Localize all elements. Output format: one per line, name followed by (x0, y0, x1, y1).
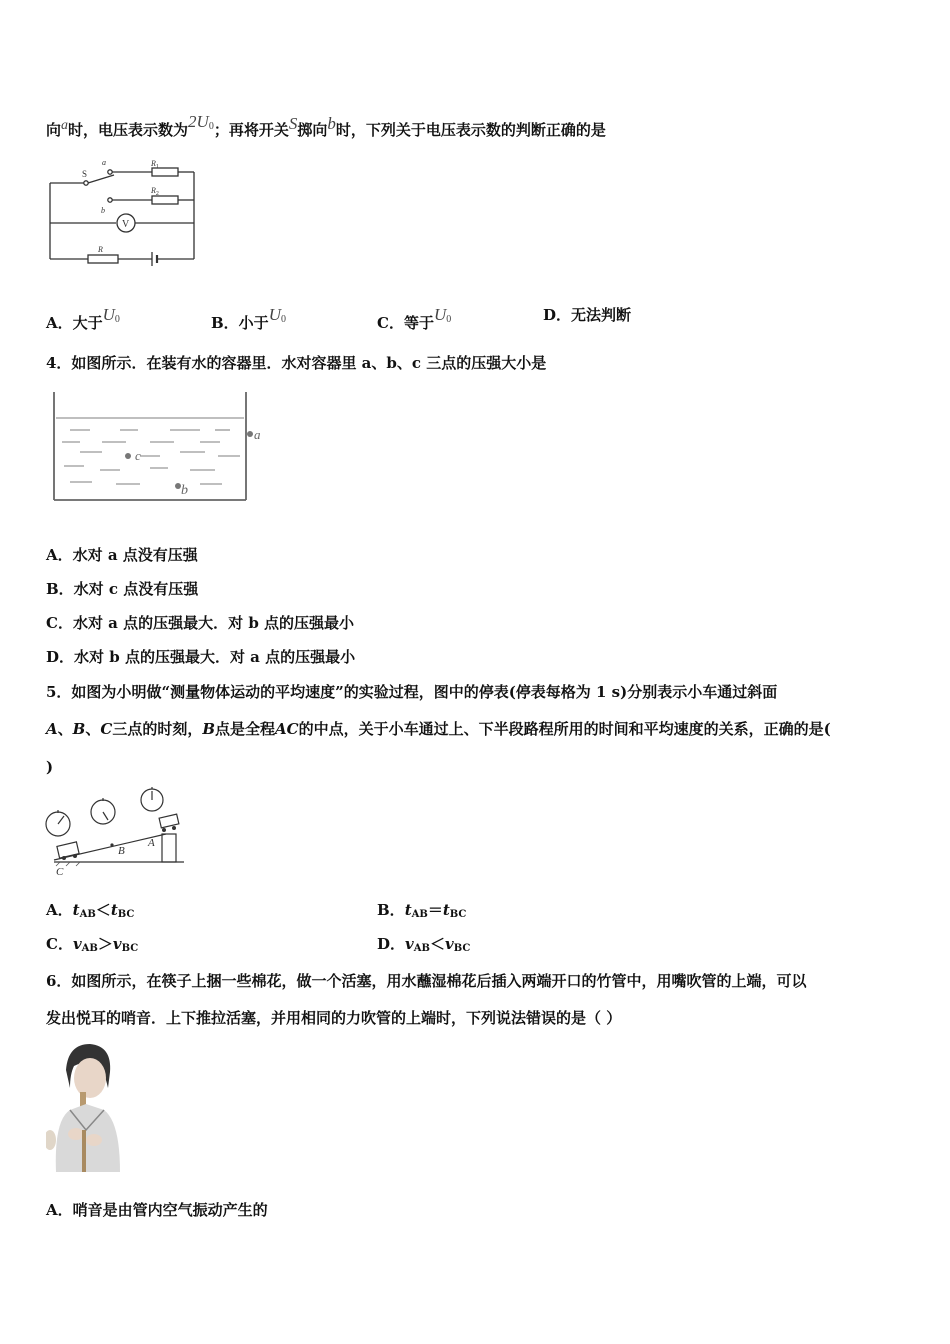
q4-option-c[interactable]: C．水对 a 点的压强最大．对 b 点的压强最小 (46, 614, 355, 632)
q5-option-a[interactable]: A．$t_{AB}<t_{BC}$ (46, 901, 135, 920)
terminal-a-label: a (102, 158, 106, 167)
q4-water-container-diagram (50, 390, 272, 506)
q3-text-2: 时，电压表示数为 (68, 121, 189, 139)
q6-girl-blowing-whistle-photo (46, 1040, 126, 1172)
q5-incline-stopwatch-diagram (42, 786, 192, 878)
q3-option-a[interactable]: A．大于$U_0$ (46, 305, 120, 332)
q3-text-4: 掷向 (297, 121, 328, 139)
resistor-r1-label: $R_1$ (151, 159, 159, 170)
q4-stem: 4．如图所示．在装有水的容器里．水对容器里 a、b、c 三点的压强大小是 (46, 354, 547, 372)
point-a-label: a (254, 427, 261, 442)
q5-option-c[interactable]: C．$v_{AB}>v_{BC}$ (46, 935, 139, 954)
q5-option-b[interactable]: B．$t_{AB}=t_{BC}$ (377, 901, 467, 920)
q5-stem-line2: A、B、C三点的时刻，B点是全程AC的中点，关于小车通过上、下半段路程所用的时间和平均速度的关系，正确的是( (46, 720, 831, 738)
q4-option-b[interactable]: B．水对 c 点没有压强 (46, 580, 199, 598)
q3-var-s: S (288, 114, 298, 133)
q5-option-d[interactable]: D．$v_{AB}<v_{BC}$ (377, 935, 471, 954)
point-a-label: A (148, 837, 155, 849)
q3-option-b[interactable]: B．小于$U_0$ (211, 305, 286, 332)
resistor-r2-label: $R_2$ (151, 186, 159, 197)
switch-label: S (82, 169, 88, 179)
point-c-label: c (135, 448, 141, 463)
q3-stem (46, 112, 606, 140)
point-c-label: C (56, 866, 64, 878)
point-b-label: B (118, 845, 125, 857)
q3-circuit-diagram (44, 155, 204, 267)
point-c-marker (125, 453, 131, 459)
point-b-label: b (181, 483, 188, 498)
q3-option-c[interactable]: C．等于$U_0$ (377, 305, 452, 332)
q3-text-5: 时，下列关于电压表示数的判断正确的是 (335, 121, 606, 139)
q6-stem-line2: 发出悦耳的哨音．上下推拉活塞，并用相同的力吹管的上端时，下列说法错误的是（ ） (46, 1009, 622, 1027)
q4-option-a[interactable]: A．水对 a 点没有压强 (46, 546, 198, 564)
q5-stem-line3: ) (46, 758, 54, 776)
q3-text-3: ；再将开关 (213, 121, 289, 139)
q3-var-b: b (327, 114, 336, 133)
q3-value-2u0: $2U_0$ (188, 112, 214, 132)
voltmeter-icon: V (122, 219, 130, 230)
q3-var-a: a (61, 118, 69, 133)
resistor-r-label: R (98, 245, 103, 254)
terminal-b-label: b (101, 206, 105, 215)
q5-stem-line1: 5．如图为小明做“测量物体运动的平均速度”的实验过程，图中的停表(停表每格为 1 s)分别表示小车通过斜面 (46, 683, 778, 701)
q3-text-1: 向 (46, 121, 62, 139)
q3-option-d[interactable]: D．无法判断 (543, 306, 632, 324)
q4-option-d[interactable]: D．水对 b 点的压强最大．对 a 点的压强最小 (46, 648, 356, 666)
q6-stem-line1: 6．如图所示，在筷子上捆一些棉花，做一个活塞，用水蘸湿棉花后插入两端开口的竹管中，用嘴吹管的上端，可以 (46, 972, 807, 990)
q6-option-a[interactable]: A．哨音是由管内空气振动产生的 (46, 1201, 268, 1219)
point-a-marker (247, 431, 253, 437)
